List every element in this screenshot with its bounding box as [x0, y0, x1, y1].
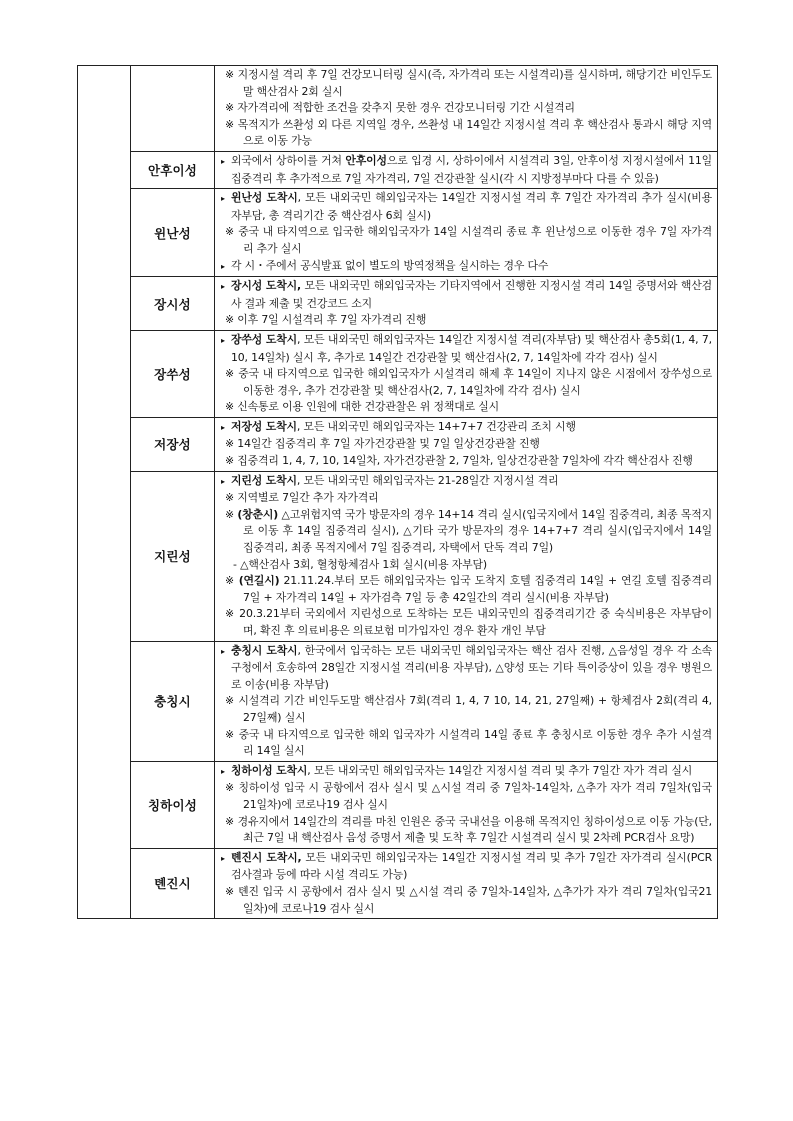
item-text: , 모든 내외국민 해외입국자는 14+7+7 건강관리 조치 시행 [296, 419, 576, 433]
item-emphasis: 칭하이성 도착시 [231, 763, 308, 777]
item-emphasis: (연길시) [238, 574, 280, 588]
region-cell: 윈난성 [131, 189, 215, 277]
bullet-arrow-icon: ▸ [221, 335, 225, 345]
bullet-arrow-icon: ▸ [221, 194, 225, 204]
table-row [78, 417, 718, 471]
region-cell: 저장성 [131, 417, 215, 471]
bullet-item [221, 763, 712, 781]
note-item [221, 573, 712, 606]
item-text: 모든 내외국민 해외입국자는 14일간 지정시설 격리 및 추가 7일간 자가격리 실시(PCR 검사결과 등에 따라 시설 격리도 가능) [231, 850, 712, 882]
item-text: ※ 중국 내 타지역으로 입국한 해외입국자가 시설격리 해제 후 14일이 지나지 않은 시점에서 장쑤성으로 이동한 경우, 추가 건강관찰 및 핵산검사(2, 7, 14일차에 각각 검사) 실시 [225, 367, 712, 397]
item-emphasis: 톈진시 도착시, [231, 850, 302, 864]
item-text: ※ 신속통로 이용 인원에 대한 건강관찰은 위 정책대로 실시 [225, 400, 499, 414]
region-cell: 안후이성 [131, 151, 215, 188]
note-item [221, 67, 712, 100]
note-item [221, 884, 712, 917]
table-row [78, 277, 718, 331]
table-row [78, 641, 718, 761]
bullet-item [221, 278, 712, 312]
region-cell: 칭하이성 [131, 761, 215, 848]
quarantine-policy-table [77, 65, 718, 919]
policy-content-cell [215, 66, 718, 152]
item-text: 각 시・주에서 공식발표 없이 별도의 방역정책을 실시하는 경우 다수 [231, 258, 549, 272]
table-row [78, 330, 718, 417]
bullet-item [221, 419, 712, 437]
note-item [221, 693, 712, 726]
item-text: △고위험지역 국가 방문자의 경우 14+14 격리 실시(입국지에서 14일 집중격리, 최종 목적지로 이동 후 14일 집중격리 실시), △기타 국가 방문자의 경우 14+7+7 격리 실시(입국지에서 14일 집중격리, 최종 목적지에서 7일 집중격리, 자택에서 단독 격리 7일) [243, 507, 712, 555]
note-item [221, 399, 712, 416]
item-emphasis: 윈난성 도착시 [231, 191, 298, 205]
note-item [221, 507, 712, 557]
bullet-arrow-icon: ▸ [221, 646, 225, 656]
item-text: ※ 중국 내 타지역으로 입국한 해외 입국자가 시설격리 14일 종료 후 충칭시로 이동한 경우 추가 시설격리 14일 실시 [225, 727, 712, 758]
bullet-item [221, 153, 712, 187]
item-text: , 한국에서 입국하는 모든 내외국민 해외입국자는 핵산 검사 진행, △음성일 경우 각 소속 구청에서 호송하여 28일간 지정시설 격리(비용 자부담), △양성 또는 기타 특이증상이 있을 경우 병원으로 이송(비용 자부담) [231, 643, 712, 691]
item-emphasis: 장쑤성 도착시 [231, 332, 297, 346]
note-item [221, 453, 712, 470]
item-text-lead: 외국에서 상하이를 거쳐 [231, 153, 346, 167]
region-cell: 톈진시 [131, 848, 215, 918]
note-item [221, 117, 712, 150]
bullet-arrow-icon: ▸ [221, 282, 225, 292]
note-item [221, 727, 712, 760]
item-text: , 모든 내외국민 해외입국자는 14일간 지정시설 격리 후 7일간 자가격리 추가 실시(비용 자부담, 총 격리기간 중 핵산검사 6회 실시) [231, 191, 712, 222]
note-item [221, 606, 712, 639]
item-emphasis: 저장성 도착시 [231, 419, 297, 433]
sub-item [221, 557, 712, 574]
table-row [78, 848, 718, 918]
item-text: 21.11.24.부터 모든 해외입국자는 입국 도착지 호텔 집중격리 14일 + 연길 호텔 집중격리 7일 + 자가격리 14일 + 자가검측 7일 등 총 42일간의 격리 실시(비용 자부담) [243, 574, 713, 604]
bullet-arrow-icon: ▸ [221, 766, 225, 776]
category-cell [78, 66, 131, 919]
item-text: ※ 경유지에서 14일간의 격리를 마친 인원은 중국 국내선을 이용해 목적지인 칭하이성으로 이동 가능(단, 최근 7일 내 핵산검사 음성 증명서 제출 및 도착 후 7일간 시설격리 실시 및 2차례 PCR검사 요망) [225, 814, 712, 845]
region-cell: 충칭시 [131, 641, 215, 761]
note-item [221, 366, 712, 399]
note-item [221, 312, 712, 329]
note-item [221, 100, 712, 117]
bullet-item [221, 643, 712, 694]
region-cell: 장쑤성 [131, 330, 215, 417]
item-text: ※ 이후 7일 시설격리 후 7일 자가격리 진행 [225, 313, 427, 327]
item-text: ※ 시설격리 기간 비인두도말 핵산검사 7회(격리 1, 4, 7 10, 14, 21, 27일째) + 항체검사 2회(격리 4, 27일째) 실시 [225, 694, 712, 724]
item-emphasis: 장시성 도착시, [231, 279, 301, 293]
item-text: , 모든 내외국민 해외입국자는 14일간 지정시설 격리 및 추가 7일간 자가 격리 실시 [307, 763, 693, 777]
table-row [78, 189, 718, 277]
item-text: , 모든 내외국민 해외입국자는 21-28일간 지정시설 격리 [296, 473, 559, 487]
item-text: ※ 목적지가 쓰촨성 외 다른 지역일 경우, 쓰촨성 내 14일간 지정시설 격리 후 핵산검사 통과시 해당 지역으로 이동 가능 [225, 117, 712, 148]
region-cell: 지린성 [131, 471, 215, 641]
bullet-arrow-icon: ▸ [221, 853, 225, 863]
item-text: ※ 톈진 입국 시 공항에서 검사 실시 및 △시설 격리 중 7일차-14일차, △추가가 자가 격리 7일차(입국21일차)에 코로나19 검사 실시 [225, 884, 712, 915]
policy-content-cell [215, 761, 718, 848]
region-cell [131, 66, 215, 152]
bullet-item [221, 332, 712, 366]
item-emphasis: 충칭시 도착시 [231, 643, 298, 657]
item-text: ※ 집중격리 1, 4, 7, 10, 14일차, 자가건강관찰 2, 7일차, 일상건강관찰 7일차에 각각 핵산검사 진행 [225, 454, 693, 468]
table-body [78, 66, 718, 919]
item-text: ※ 지정시설 격리 후 7일 건강모니터링 실시(즉, 자가격리 또는 시설격리)를 실시하며, 해당기간 비인두도말 핵산검사 2회 실시 [225, 68, 712, 98]
bullet-arrow-icon: ▸ [221, 422, 225, 432]
item-text-lead: ※ [225, 574, 239, 588]
item-emphasis: 지린성 도착시 [231, 473, 297, 487]
region-cell: 장시성 [131, 277, 215, 331]
bullet-arrow-icon: ▸ [221, 476, 225, 486]
bullet-item [221, 190, 712, 224]
policy-content-cell [215, 151, 718, 188]
item-text: , 모든 내외국민 해외입국자는 14일간 지정시설 격리(자부담) 및 핵산검사 총5회(1, 4, 7, 10, 14일차) 실시 후, 추가로 14일간 건강관찰 및 핵산검사(2, 7, 14일차에 각각 검사) 실시 [231, 332, 712, 364]
item-text-lead: ※ [225, 507, 238, 521]
item-text: 모든 내외국민 해외입국자는 기타지역에서 진행한 지정시설 격리 14일 증명서와 핵산검사 결과 제출 및 건강코드 소지 [231, 279, 712, 310]
item-text: ※ 칭하이성 입국 시 공항에서 검사 실시 및 △시설 격리 중 7일차-14일차, △추가 자가 격리 7일차(입국21일차)에 코로나19 검사 실시 [225, 781, 712, 811]
item-emphasis: 안후이성 [345, 153, 387, 167]
note-item [221, 490, 712, 507]
table-row [78, 761, 718, 848]
policy-content-cell [215, 471, 718, 641]
bullet-item [221, 850, 712, 884]
bullet-item [221, 258, 712, 276]
policy-content-cell [215, 330, 718, 417]
table-row [78, 471, 718, 641]
note-item [221, 780, 712, 813]
bullet-item [221, 473, 712, 491]
note-item [221, 814, 712, 847]
item-text: ※ 20.3.21부터 국외에서 지린성으로 도착하는 모든 내외국민의 집중격리기간 중 숙식비용은 자부담이며, 확진 후 의료비용은 의료보험 미가입자인 경우 환자 개인 부담 [225, 607, 712, 637]
policy-content-cell [215, 848, 718, 918]
note-item [221, 224, 712, 257]
policy-content-cell [215, 417, 718, 471]
item-emphasis: (창춘시) [237, 507, 279, 521]
note-item [221, 436, 712, 453]
item-text: ※ 지역별로 7일간 추가 자가격리 [225, 491, 379, 505]
item-text: ※ 14일간 집중격리 후 7일 자가건강관찰 및 7일 일상건강관찰 진행 [225, 437, 540, 451]
item-text: 으로 입경 시, 상하이에서 시설격리 3일, 안후이성 지정시설에서 11일 집중격리 후 추가적으로 7일 자가격리, 7일 건강관찰 실시(각 시 지방정부마다 다를 수 있음) [231, 153, 712, 185]
item-text: ※ 자가격리에 적합한 조건을 갖추지 못한 경우 건강모니터링 기간 시설격리 [225, 101, 575, 115]
bullet-arrow-icon: ▸ [221, 156, 225, 166]
policy-content-cell [215, 277, 718, 331]
item-text: - △핵산검사 3회, 혈청항체검사 1회 실시(비용 자부담) [233, 557, 487, 571]
policy-content-cell [215, 641, 718, 761]
table-row [78, 151, 718, 188]
bullet-arrow-icon: ▸ [221, 261, 225, 271]
policy-content-cell [215, 189, 718, 277]
item-text: ※ 중국 내 타지역으로 입국한 해외입국자가 14일 시설격리 종료 후 윈난성으로 이동한 경우 7일 자가격리 추가 실시 [225, 225, 712, 255]
table-row [78, 66, 718, 152]
